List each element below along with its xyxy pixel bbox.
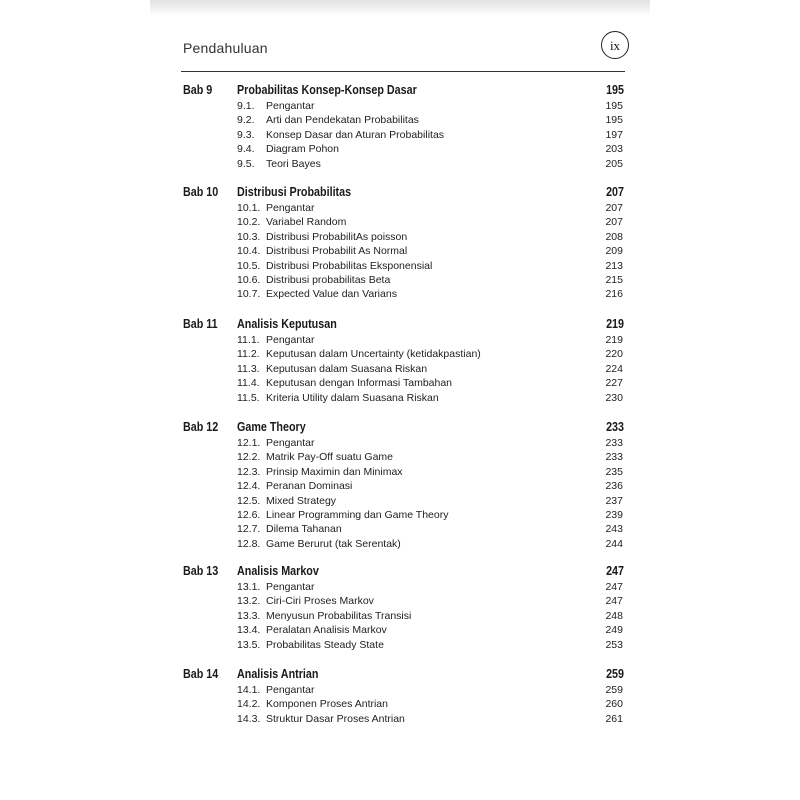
entry-page: 237	[605, 494, 623, 507]
toc-entry[interactable]	[0, 143, 800, 157]
entry-page: 203	[605, 143, 623, 156]
toc-entry[interactable]	[0, 216, 800, 230]
entry-page: 207	[605, 202, 623, 214]
toc-entry[interactable]	[0, 392, 800, 406]
entry-page: 247	[605, 595, 623, 608]
chapter-page: 233	[606, 420, 625, 434]
entry-title: Prinsip Maximin dan Minimax	[266, 465, 403, 478]
entry-page: 195	[605, 114, 623, 127]
entry-number: 12.7.	[237, 523, 261, 536]
entry-title: Keputusan dalam Suasana Riskan	[266, 362, 428, 375]
entry-title: Teori Bayes	[266, 157, 321, 170]
chapter-heading	[0, 317, 688, 333]
toc-entry[interactable]	[0, 698, 800, 712]
entry-title: Linear Programming dan Game Theory	[266, 509, 449, 521]
entry-number: 14.3.	[237, 712, 261, 725]
entry-title: Pengantar	[266, 437, 315, 449]
chapter-heading	[0, 667, 688, 683]
entry-number: 12.3.	[237, 465, 261, 478]
entry-page: 230	[605, 391, 623, 404]
entry-title: Menyusun Probabilitas Transisi	[266, 609, 412, 622]
entry-page: 253	[605, 638, 623, 651]
toc-entry[interactable]	[0, 523, 800, 537]
entry-page: 195	[605, 100, 623, 112]
entry-title: Kriteria Utility dalam Suasana Riskan	[266, 391, 439, 404]
chapter-heading	[0, 185, 688, 201]
toc-entry[interactable]	[0, 260, 800, 274]
toc-entry[interactable]	[0, 466, 800, 480]
entry-title: Keputusan dengan Informasi Tambahan	[266, 377, 453, 390]
entry-page: 213	[605, 259, 623, 272]
entry-title: Distribusi Probabilit As Normal	[266, 245, 408, 258]
entry-number: 10.1.	[237, 202, 261, 214]
entry-number: 14.2.	[237, 698, 261, 711]
entry-number: 10.2.	[237, 216, 261, 229]
entry-title: Pengantar	[266, 100, 315, 112]
chapter-title: Distribusi Probabilitas	[236, 185, 352, 199]
running-header: Pendahuluan	[183, 40, 268, 56]
chapter-title: Analisis Keputusan	[236, 317, 337, 331]
entry-number: 14.1.	[237, 684, 261, 696]
entry-title: Keputusan dalam Uncertainty (ketidakpastian)	[266, 348, 481, 361]
chapter-heading	[0, 564, 688, 580]
entry-number: 12.4.	[237, 480, 261, 493]
entry-number: 11.1.	[237, 334, 260, 346]
toc-entry[interactable]	[0, 334, 800, 348]
entry-title: Dilema Tahanan	[266, 523, 342, 536]
entry-title: Variabel Random	[266, 216, 347, 229]
entry-title: Game Berurut (tak Serentak)	[266, 537, 401, 550]
toc-entry[interactable]	[0, 581, 800, 595]
entry-page: 261	[605, 712, 623, 725]
entry-number: 10.3.	[237, 230, 261, 243]
entry-page: 248	[605, 609, 623, 622]
entry-number: 13.4.	[237, 624, 261, 637]
entry-title: Pengantar	[266, 684, 315, 696]
entry-title: Konsep Dasar dan Aturan Probabilitas	[266, 128, 445, 141]
entry-number: 13.2.	[237, 595, 261, 608]
entry-page: 259	[605, 684, 623, 696]
toc-entry[interactable]	[0, 639, 800, 653]
toc-entry[interactable]	[0, 451, 800, 465]
entry-number: 11.5.	[237, 391, 260, 404]
entry-number: 13.5.	[237, 638, 261, 651]
toc-entry[interactable]	[0, 288, 800, 302]
entry-title: Komponen Proses Antrian	[266, 698, 388, 711]
entry-title: Pengantar	[266, 581, 315, 593]
entry-title: Diagram Pohon	[266, 143, 339, 156]
entry-page: 216	[605, 288, 623, 301]
entry-number: 11.2.	[237, 348, 260, 361]
entry-number: 11.4.	[237, 377, 260, 390]
toc-entry[interactable]	[0, 480, 800, 494]
chapter-label: Bab 13	[182, 564, 219, 578]
entry-page: 239	[605, 509, 623, 521]
toc-entry[interactable]	[0, 377, 800, 391]
toc-entry[interactable]	[0, 713, 800, 727]
entry-number: 9.1.	[237, 100, 255, 112]
toc-entry[interactable]	[0, 114, 800, 128]
toc-entry[interactable]	[0, 437, 800, 451]
toc-entry[interactable]	[0, 624, 800, 638]
chapter-title: Analisis Antrian	[236, 667, 319, 681]
chapter-title: Analisis Markov	[236, 564, 319, 578]
chapter-label: Bab 12	[182, 420, 219, 434]
entry-title: Struktur Dasar Proses Antrian	[266, 712, 405, 725]
toc-entry[interactable]	[0, 158, 800, 172]
chapter-label: Bab 10	[182, 185, 219, 199]
entry-number: 12.5.	[237, 494, 261, 507]
entry-number: 9.2.	[237, 114, 255, 127]
toc-entry[interactable]	[0, 684, 800, 698]
chapter-page: 259	[606, 667, 625, 681]
entry-number: 9.5.	[237, 157, 255, 170]
toc-entry[interactable]	[0, 231, 800, 245]
toc-entry[interactable]	[0, 509, 800, 523]
entry-page: 209	[605, 245, 623, 258]
toc-entry[interactable]	[0, 129, 800, 143]
entry-number: 13.1.	[237, 581, 261, 593]
entry-number: 12.6.	[237, 509, 261, 521]
entry-number: 12.8.	[237, 537, 261, 550]
entry-page: 233	[605, 437, 623, 449]
toc-entry[interactable]	[0, 348, 800, 362]
entry-page: 233	[605, 451, 623, 464]
entry-page: 207	[605, 216, 623, 229]
entry-page: 247	[605, 581, 623, 593]
entry-page: 260	[605, 698, 623, 711]
toc-entry[interactable]	[0, 595, 800, 609]
entry-title: Probabilitas Steady State	[266, 638, 384, 651]
entry-title: Distribusi Probabilitas Eksponensial	[266, 259, 433, 272]
entry-title: Pengantar	[266, 334, 315, 346]
toc-entry[interactable]	[0, 202, 800, 216]
entry-title: Distribusi ProbabilitAs poisson	[266, 230, 408, 243]
chapter-page: 219	[606, 317, 625, 331]
entry-title: Arti dan Pendekatan Probabilitas	[266, 114, 419, 127]
chapter-page: 247	[606, 564, 625, 578]
entry-number: 13.3.	[237, 609, 261, 622]
toc-entry[interactable]	[0, 495, 800, 509]
toc-entry[interactable]	[0, 274, 800, 288]
entry-title: Ciri-Ciri Proses Markov	[266, 595, 374, 608]
entry-number: 12.2.	[237, 451, 261, 464]
entry-title: Pengantar	[266, 202, 315, 214]
entry-page: 215	[605, 274, 623, 286]
entry-page: 205	[605, 157, 623, 170]
header-rule	[181, 71, 625, 72]
entry-number: 10.4.	[237, 245, 261, 258]
chapter-label: Bab 9	[182, 83, 213, 97]
entry-page: 220	[605, 348, 623, 361]
entry-title: Expected Value dan Varians	[266, 288, 397, 301]
entry-number: 12.1.	[237, 437, 261, 449]
entry-page: 243	[605, 523, 623, 536]
page-number-badge: ix	[601, 31, 629, 59]
entry-title: Mixed Strategy	[266, 494, 337, 507]
entry-number: 9.3.	[237, 128, 255, 141]
chapter-title: Game Theory	[236, 420, 306, 434]
toc-entry[interactable]	[0, 363, 800, 377]
toc-entry[interactable]	[0, 610, 800, 624]
chapter-title: Probabilitas Konsep-Konsep Dasar	[236, 83, 417, 97]
entry-title: Peranan Dominasi	[266, 480, 353, 493]
entry-number: 9.4.	[237, 143, 255, 156]
entry-page: 208	[605, 230, 623, 243]
bleed-through-shadow	[150, 0, 650, 16]
entry-page: 244	[605, 537, 623, 550]
chapter-page: 195	[606, 83, 625, 97]
entry-page: 227	[605, 377, 623, 390]
entry-number: 10.7.	[237, 288, 261, 301]
chapter-heading	[0, 83, 688, 99]
chapter-heading	[0, 420, 688, 436]
entry-page: 236	[605, 480, 623, 493]
chapter-label: Bab 11	[182, 317, 218, 331]
entry-page: 249	[605, 624, 623, 637]
entry-number: 10.5.	[237, 259, 261, 272]
entry-title: Peralatan Analisis Markov	[266, 624, 387, 637]
entry-page: 224	[605, 362, 623, 375]
entry-page: 235	[605, 465, 623, 478]
toc-entry[interactable]	[0, 100, 800, 114]
entry-number: 10.6.	[237, 274, 261, 286]
entry-page: 219	[605, 334, 623, 346]
chapter-label: Bab 14	[182, 667, 219, 681]
entry-title: Matrik Pay-Off suatu Game	[266, 451, 394, 464]
entry-page: 197	[605, 128, 623, 141]
toc-entry[interactable]	[0, 245, 800, 259]
entry-number: 11.3.	[237, 362, 260, 375]
toc-entry[interactable]	[0, 538, 800, 552]
chapter-page: 207	[606, 185, 625, 199]
entry-title: Distribusi probabilitas Beta	[266, 274, 391, 286]
